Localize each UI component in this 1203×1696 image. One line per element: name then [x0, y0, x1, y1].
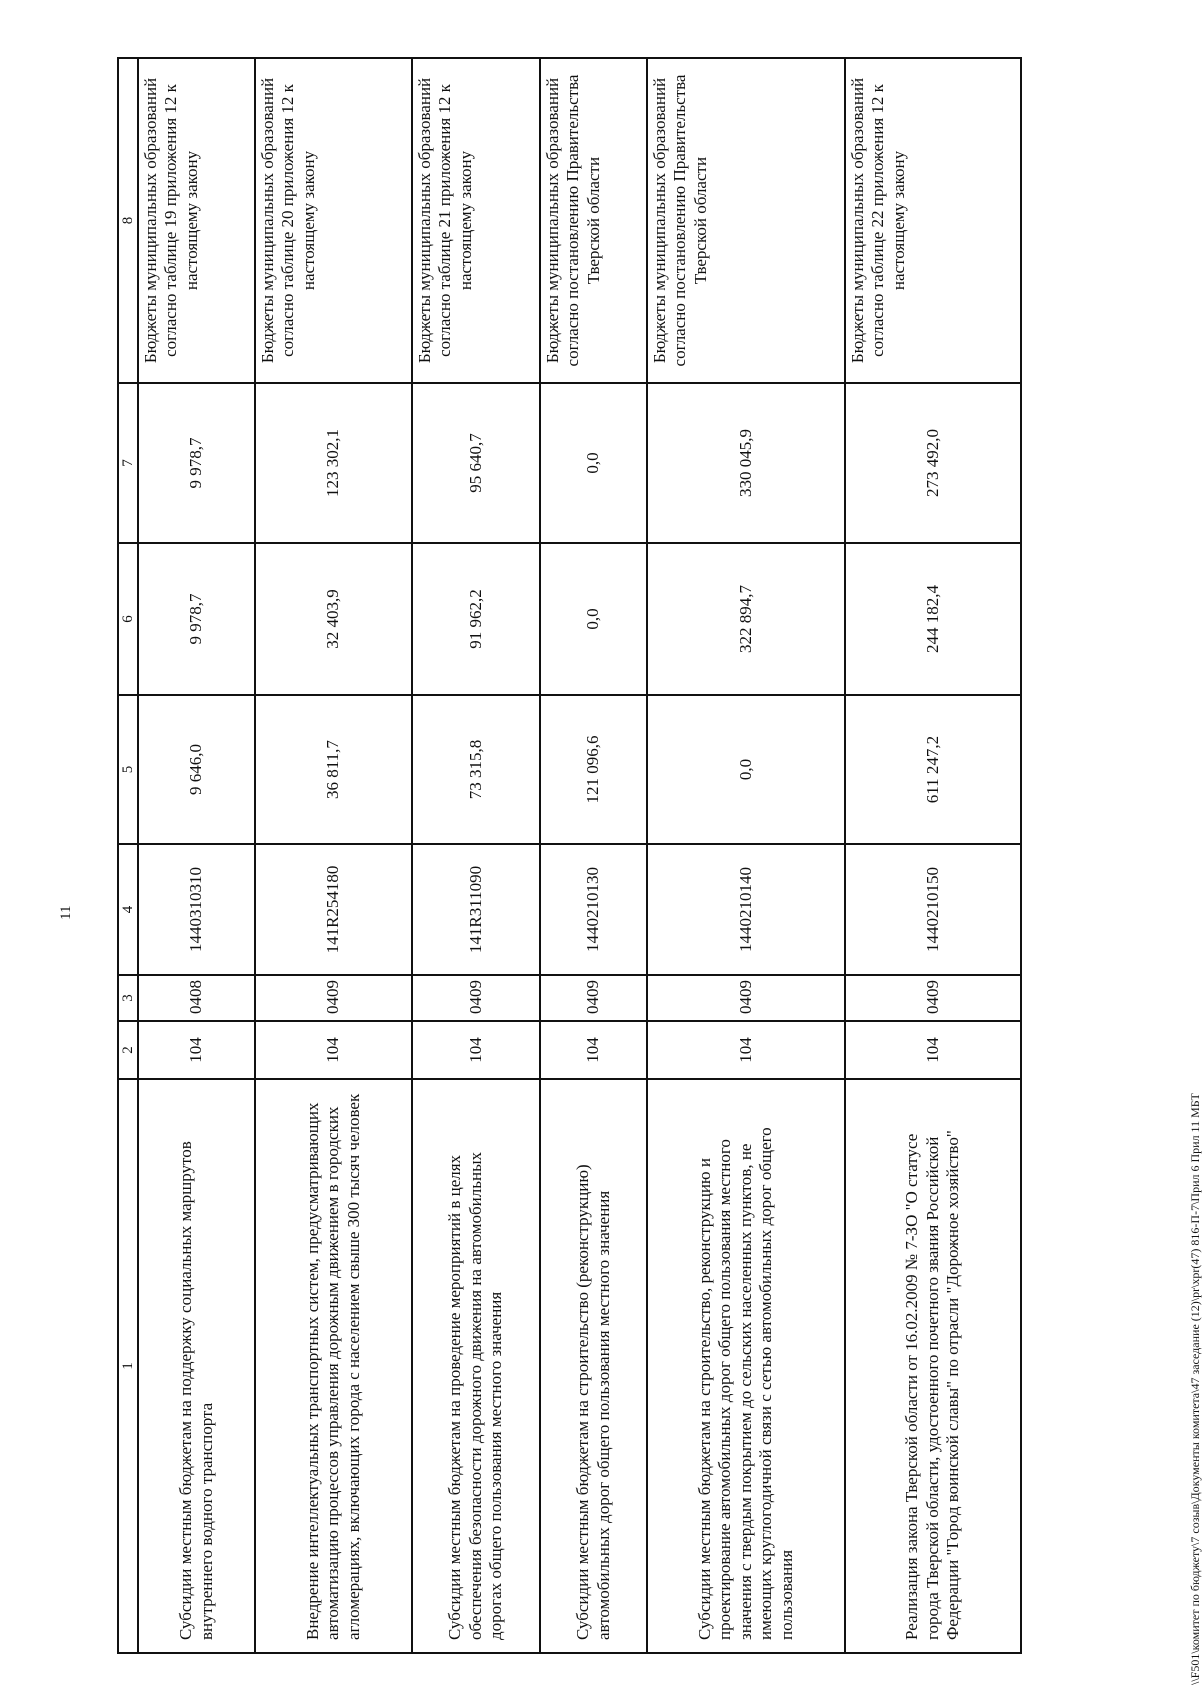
- ministry-code: 104: [647, 1021, 845, 1079]
- amount-col-5: 121 096,6: [540, 695, 647, 844]
- row-description: Субсидии местным бюджетам на поддержку социальных маршрутов внутреннего водного транспорта: [138, 1079, 255, 1653]
- row-description: Субсидии местным бюджетам на строительство (реконструкцию) автомобильных дорог общего пользования местного значения: [540, 1079, 647, 1653]
- table-row: [138, 58, 255, 1653]
- target-article-code: 1440210130: [540, 844, 647, 975]
- amount-col-6: 244 182,4: [845, 543, 1021, 695]
- amount-col-6: 322 894,7: [647, 543, 845, 695]
- amount-col-6: 91 962,2: [412, 543, 540, 695]
- amount-col-6: 0,0: [540, 543, 647, 695]
- target-article-code: 141R311090: [412, 844, 540, 975]
- ministry-code: 104: [845, 1021, 1021, 1079]
- table-row: [647, 58, 845, 1653]
- recipient-budgets: Бюджеты муниципальных образований согласно таблице 21 приложения 12 к настоящему закону: [412, 58, 540, 383]
- table-row: [255, 58, 412, 1653]
- header-col-7: 7: [118, 383, 138, 543]
- ministry-code: 104: [255, 1021, 412, 1079]
- section-code: 0408: [138, 975, 255, 1021]
- amount-col-6: 32 403,9: [255, 543, 412, 695]
- target-article-code: 1440210140: [647, 844, 845, 975]
- header-col-6: 6: [118, 543, 138, 695]
- section-code: 0409: [540, 975, 647, 1021]
- ministry-code: 104: [540, 1021, 647, 1079]
- row-description: Реализация закона Тверской области от 16.02.2009 № 7-ЗО "О статусе города Тверской области, удостоенного почетного звания Российской Федерации "Город воинской славы" по отрасли "Дорожное хозяйство": [845, 1079, 1021, 1653]
- header-col-8: 8: [118, 58, 138, 383]
- row-description: Субсидии местным бюджетам на проведение мероприятий в целях обеспечения безопасности дорожного движения на автомобильных дорогах общего пользования местного значения: [412, 1079, 540, 1653]
- recipient-budgets: Бюджеты муниципальных образований согласно таблице 19 приложения 12 к настоящему закону: [138, 58, 255, 383]
- table-row: [412, 58, 540, 1653]
- section-code: 0409: [255, 975, 412, 1021]
- amount-col-5: 36 811,7: [255, 695, 412, 844]
- amount-col-5: 73 315,8: [412, 695, 540, 844]
- subsidies-table: [117, 57, 1022, 1654]
- table-row: [540, 58, 647, 1653]
- subsidies-table-frame: [117, 59, 1022, 1654]
- target-article-code: 1440310310: [138, 844, 255, 975]
- section-code: 0409: [845, 975, 1021, 1021]
- section-code: 0409: [412, 975, 540, 1021]
- recipient-budgets: Бюджеты муниципальных образований согласно таблице 20 приложения 12 к настоящему закону: [255, 58, 412, 383]
- header-col-5: 5: [118, 695, 138, 844]
- document-file-path: \\F501\комитет по бюджету\7 созыв\Документы комитета\47 заседание (12)\pr\xpr(47) 816-П-7\Прил 6 Прил 11 МБТ: [1188, 1093, 1202, 1685]
- recipient-budgets: Бюджеты муниципальных образований согласно постановлению Правительства Тверской области: [647, 58, 845, 383]
- amount-col-6: 9 978,7: [138, 543, 255, 695]
- target-article-code: 141R254180: [255, 844, 412, 975]
- amount-col-7: 123 302,1: [255, 383, 412, 543]
- header-col-4: 4: [118, 844, 138, 975]
- ministry-code: 104: [138, 1021, 255, 1079]
- amount-col-7: 9 978,7: [138, 383, 255, 543]
- amount-col-7: 95 640,7: [412, 383, 540, 543]
- header-col-2: 2: [118, 1021, 138, 1079]
- header-col-1: 1: [118, 1079, 138, 1653]
- amount-col-7: 273 492,0: [845, 383, 1021, 543]
- header-col-3: 3: [118, 975, 138, 1021]
- amount-col-5: 9 646,0: [138, 695, 255, 844]
- amount-col-5: 0,0: [647, 695, 845, 844]
- table-row: [845, 58, 1021, 1653]
- recipient-budgets: Бюджеты муниципальных образований согласно таблице 22 приложения 12 к настоящему закону: [845, 58, 1021, 383]
- section-code: 0409: [647, 975, 845, 1021]
- page-number: 11: [58, 905, 74, 920]
- target-article-code: 1440210150: [845, 844, 1021, 975]
- amount-col-5: 611 247,2: [845, 695, 1021, 844]
- recipient-budgets: Бюджеты муниципальных образований согласно постановлению Правительства Тверской области: [540, 58, 647, 383]
- row-description: Субсидии местным бюджетам на строительство, реконструкцию и проектирование автомобильных дорог общего пользования местного значения с твердым покрытием до сельских населенных пунктов, не имеющих круглогодичной связи с сетью автомобильных дорог общего пользования: [647, 1079, 845, 1653]
- amount-col-7: 330 045,9: [647, 383, 845, 543]
- row-description: Внедрение интеллектуальных транспортных систем, предусматривающих автоматизацию процессов управления дорожным движением в городских агломерациях, включающих города с населением свыше 300 тысяч человек: [255, 1079, 412, 1653]
- ministry-code: 104: [412, 1021, 540, 1079]
- header-row: [118, 58, 138, 1653]
- amount-col-7: 0,0: [540, 383, 647, 543]
